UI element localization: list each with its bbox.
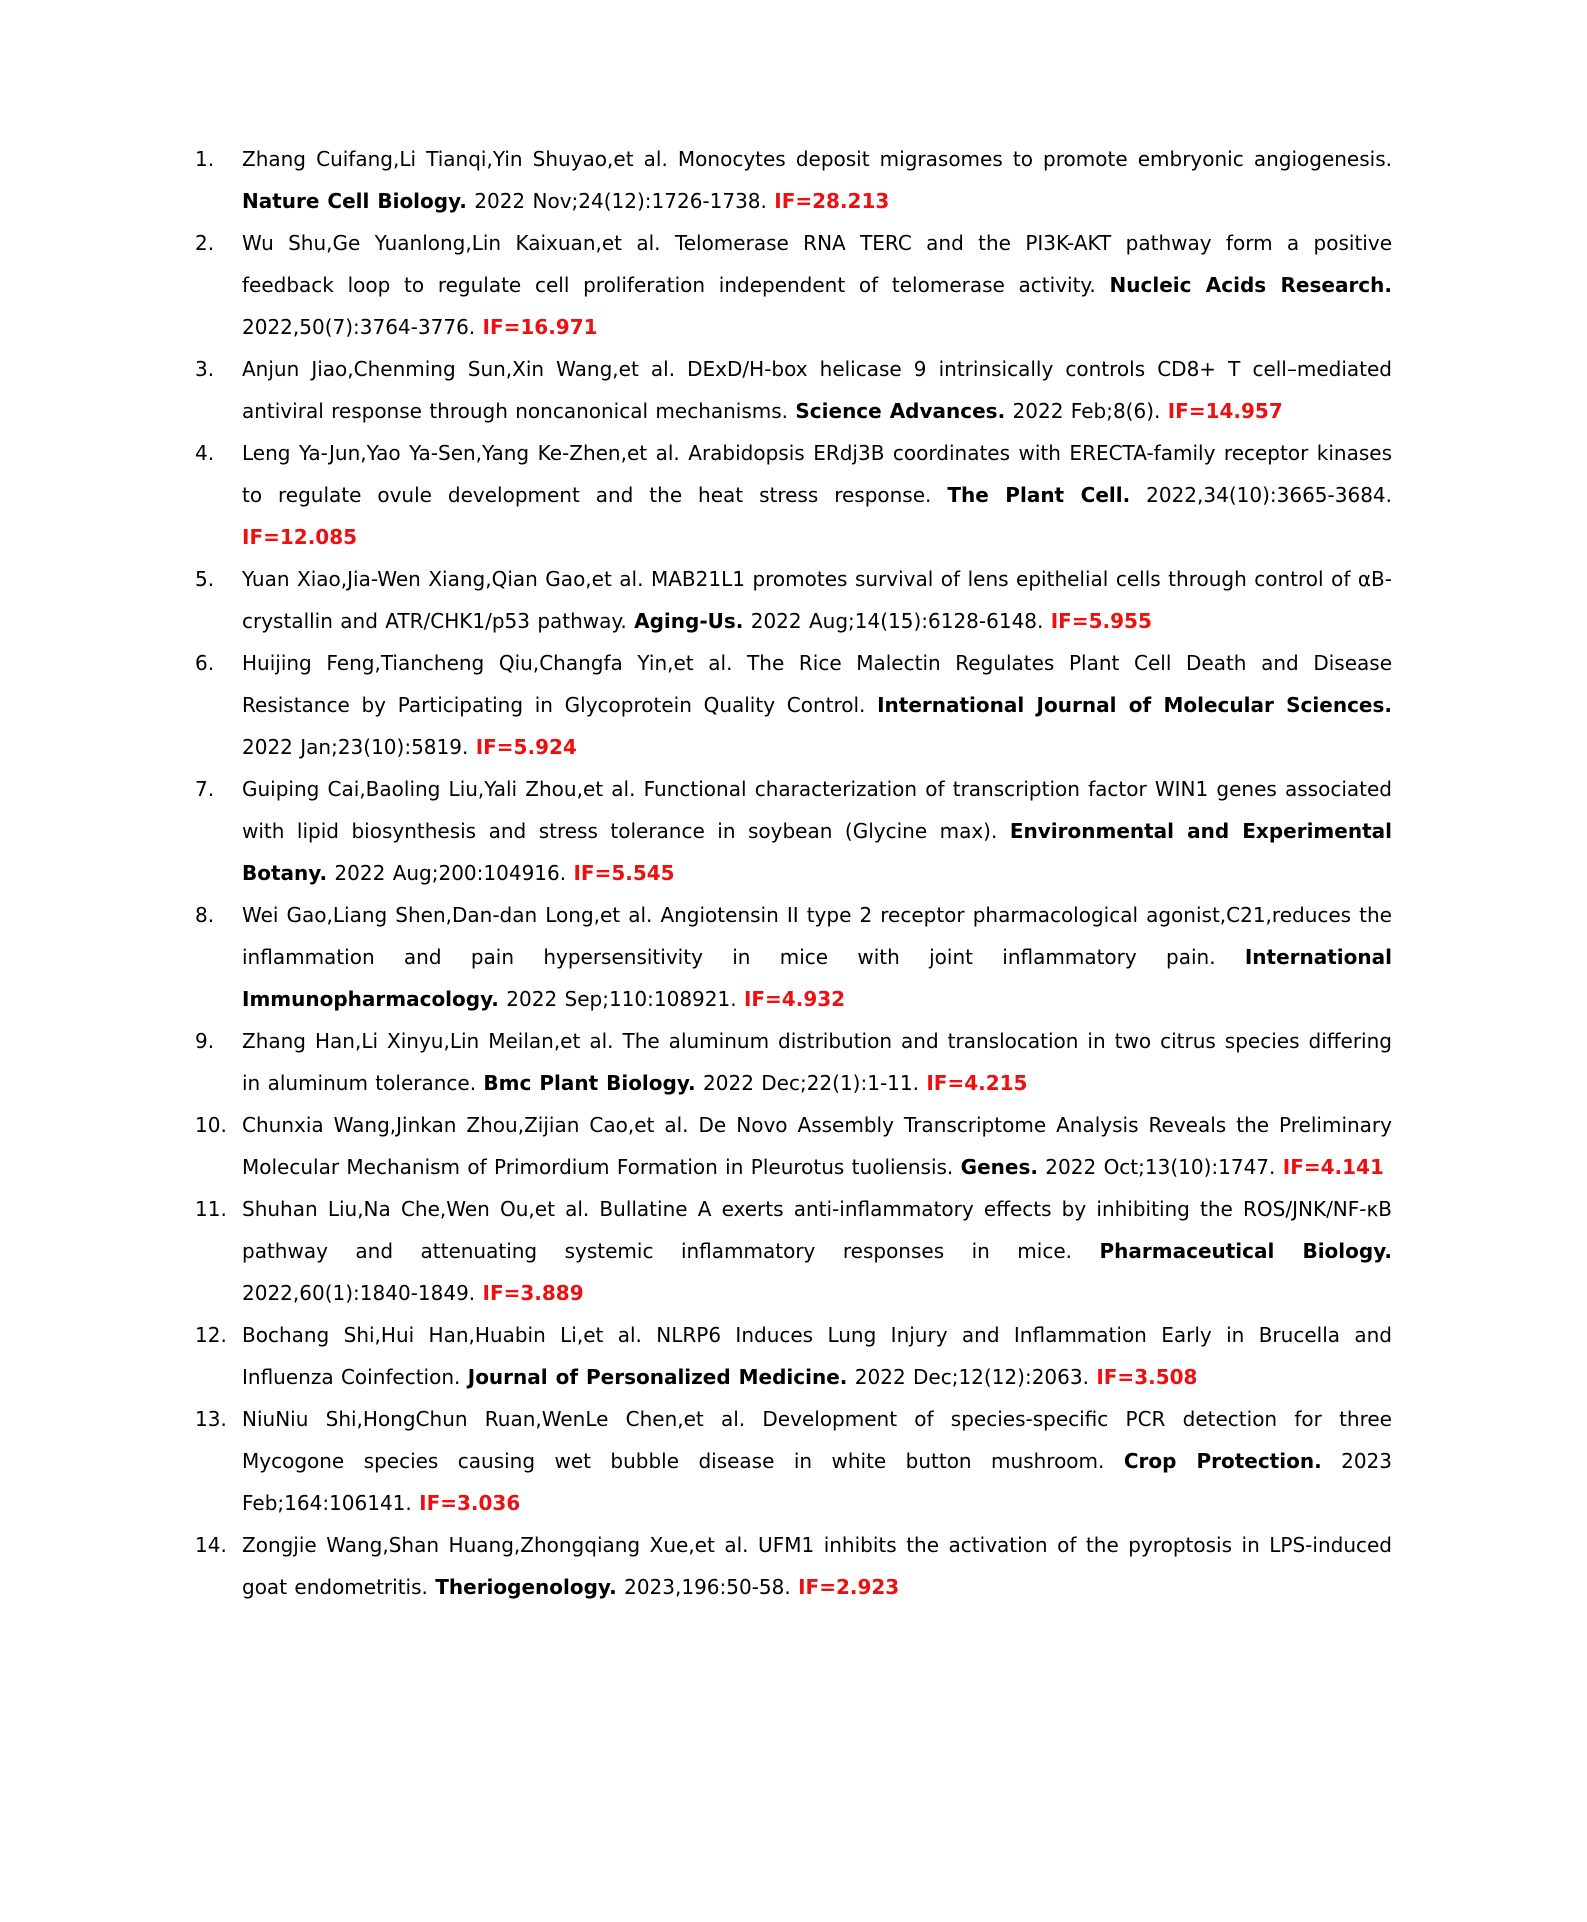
citation-details: 2022 Oct;13(10):1747. [1037, 1155, 1283, 1179]
impact-factor: IF=3.889 [482, 1281, 584, 1305]
impact-factor: IF=12.085 [242, 525, 358, 549]
reference-authors-title: Leng Ya-Jun,Yao Ya-Sen,Yang Ke-Zhen,et al. Arabidopsis ERdj3B coordinates with ERECTA-family receptor kinases to regulate ovule development and the heat stress response. [242, 441, 1392, 507]
impact-factor: IF=3.508 [1096, 1365, 1198, 1389]
reference-authors-title: Yuan Xiao,Jia-Wen Xiang,Qian Gao,et al. MAB21L1 promotes survival of lens epithelial cells through control of αB-crystallin and ATR/CHK1/p53 pathway. [242, 567, 1392, 633]
impact-factor: IF=4.932 [743, 987, 846, 1011]
reference-item [195, 1104, 1392, 1188]
citation-details: 2022,60(1):1840-1849. [242, 1281, 483, 1305]
impact-factor: IF=28.213 [774, 189, 890, 213]
journal-name: Nature Cell Biology. [242, 189, 467, 213]
reference-authors-title: Zhang Han,Li Xinyu,Lin Meilan,et al. The aluminum distribution and translocation in two citrus species differing in aluminum tolerance. [242, 1029, 1392, 1095]
impact-factor: IF=4.141 [1282, 1155, 1384, 1179]
reference-text [242, 642, 1392, 768]
reference-item [195, 1314, 1392, 1398]
journal-name: Genes. [960, 1155, 1038, 1179]
citation-details: 2022 Aug;14(15):6128-6148. [743, 609, 1051, 633]
impact-factor: IF=4.215 [926, 1071, 1028, 1095]
reference-number: 3. [195, 357, 215, 381]
reference-item [195, 432, 1392, 558]
citation-details: 2022 Sep;110:108921. [498, 987, 744, 1011]
citation-details: 2022,34(10):3665-3684. [1130, 483, 1393, 507]
reference-number: 7. [195, 777, 215, 801]
reference-item [195, 1524, 1392, 1608]
journal-name: Crop Protection. [1123, 1449, 1322, 1473]
impact-factor: IF=5.924 [475, 735, 577, 759]
reference-text [242, 1398, 1392, 1524]
reference-number: 13. [195, 1407, 227, 1431]
reference-authors-title: Bochang Shi,Hui Han,Huabin Li,et al. NLRP6 Induces Lung Injury and Inflammation Early in Brucella and Influenza Coinfection. [242, 1323, 1392, 1389]
reference-text [242, 1524, 1392, 1608]
reference-authors-title: Anjun Jiao,Chenming Sun,Xin Wang,et al. DExD/H-box helicase 9 intrinsically controls CD8+ T cell–mediated antiviral response through noncanonical mechanisms. [242, 357, 1392, 423]
reference-text [242, 138, 1392, 222]
journal-name: Environmental and Experimental Botany. [242, 819, 1392, 885]
citation-details: 2022 Dec;22(1):1-11. [695, 1071, 927, 1095]
journal-name: Journal of Personalized Medicine. [467, 1365, 848, 1389]
reference-number: 11. [195, 1197, 227, 1221]
reference-authors-title: Guiping Cai,Baoling Liu,Yali Zhou,et al. Functional characterization of transcription factor WIN1 genes associated with lipid biosynthesis and stress tolerance in soybean (Glycine max). [242, 777, 1392, 843]
reference-authors-title: Zongjie Wang,Shan Huang,Zhongqiang Xue,et al. UFM1 inhibits the activation of the pyroptosis in LPS-induced goat endometritis. [242, 1533, 1392, 1599]
reference-number: 8. [195, 903, 215, 927]
reference-authors-title: NiuNiu Shi,HongChun Ruan,WenLe Chen,et al. Development of species-specific PCR detection for three Mycogone species causing wet bubble disease in white button mushroom. [242, 1407, 1392, 1473]
citation-details: 2022 Aug;200:104916. [327, 861, 574, 885]
reference-number: 4. [195, 441, 215, 465]
reference-text [242, 768, 1392, 894]
journal-name: Science Advances. [795, 399, 1006, 423]
reference-number: 10. [195, 1113, 227, 1137]
citation-details: 2022 Jan;23(10):5819. [242, 735, 476, 759]
citation-details: 2022,50(7):3764-3776. [242, 315, 483, 339]
journal-name: International Immunopharmacology. [242, 945, 1392, 1011]
impact-factor: IF=2.923 [798, 1575, 900, 1599]
reference-number: 14. [195, 1533, 227, 1557]
impact-factor: IF=16.971 [482, 315, 598, 339]
journal-name: Pharmaceutical Biology. [1099, 1239, 1393, 1263]
reference-item [195, 1398, 1392, 1524]
reference-number: 6. [195, 651, 215, 675]
reference-text [242, 558, 1392, 642]
reference-number: 9. [195, 1029, 215, 1053]
reference-list [195, 138, 1392, 1608]
reference-number: 12. [195, 1323, 227, 1347]
reference-item [195, 894, 1392, 1020]
reference-item [195, 768, 1392, 894]
impact-factor: IF=5.545 [573, 861, 675, 885]
reference-text [242, 1314, 1392, 1398]
reference-item [195, 558, 1392, 642]
citation-details: 2022 Feb;8(6). [1005, 399, 1168, 423]
reference-authors-title: Shuhan Liu,Na Che,Wen Ou,et al. Bullatine A exerts anti-inflammatory effects by inhibiting the ROS/JNK/NF-κB pathway and attenuating systemic inflammatory responses in mice. [242, 1197, 1392, 1263]
reference-text [242, 1104, 1392, 1188]
reference-text [242, 432, 1392, 558]
reference-text [242, 222, 1392, 348]
journal-name: Bmc Plant Biology. [483, 1071, 696, 1095]
journal-name: The Plant Cell. [947, 483, 1131, 507]
citation-details: 2022 Dec;12(12):2063. [847, 1365, 1097, 1389]
citation-details: 2023,196:50-58. [616, 1575, 799, 1599]
journal-name: Nucleic Acids Research. [1109, 273, 1392, 297]
reference-authors-title: Chunxia Wang,Jinkan Zhou,Zijian Cao,et al. De Novo Assembly Transcriptome Analysis Reveals the Preliminary Molecular Mechanism of Primordium Formation in Pleurotus tuoliensis. [242, 1113, 1392, 1179]
impact-factor: IF=5.955 [1050, 609, 1152, 633]
citation-details: 2022 Nov;24(12):1726-1738. [466, 189, 775, 213]
reference-number: 1. [195, 147, 215, 171]
reference-number: 2. [195, 231, 215, 255]
reference-item [195, 642, 1392, 768]
impact-factor: IF=3.036 [419, 1491, 521, 1515]
reference-item [195, 348, 1392, 432]
reference-authors-title: Zhang Cuifang,Li Tianqi,Yin Shuyao,et al. Monocytes deposit migrasomes to promote embryonic angiogenesis. [242, 147, 1392, 171]
journal-name: International Journal of Molecular Sciences. [877, 693, 1392, 717]
reference-item [195, 1020, 1392, 1104]
reference-text [242, 1020, 1392, 1104]
reference-authors-title: Wei Gao,Liang Shen,Dan-dan Long,et al. Angiotensin II type 2 receptor pharmacological agonist,C21,reduces the inflammation and pain hypersensitivity in mice with joint inflammatory pain. [242, 903, 1392, 969]
reference-authors-title: Huijing Feng,Tiancheng Qiu,Changfa Yin,et al. The Rice Malectin Regulates Plant Cell Death and Disease Resistance by Participating in Glycoprotein Quality Control. [242, 651, 1392, 717]
impact-factor: IF=14.957 [1167, 399, 1283, 423]
journal-name: Aging-Us. [634, 609, 744, 633]
journal-name: Theriogenology. [435, 1575, 617, 1599]
citation-details: 2023 Feb;164:106141. [242, 1449, 1393, 1515]
reference-item [195, 222, 1392, 348]
reference-number: 5. [195, 567, 215, 591]
reference-text [242, 348, 1392, 432]
reference-item [195, 1188, 1392, 1314]
reference-item [195, 138, 1392, 222]
reference-text [242, 894, 1392, 1020]
reference-authors-title: Wu Shu,Ge Yuanlong,Lin Kaixuan,et al. Telomerase RNA TERC and the PI3K-AKT pathway form a positive feedback loop to regulate cell proliferation independent of telomerase activity. [242, 231, 1392, 297]
reference-text [242, 1188, 1392, 1314]
